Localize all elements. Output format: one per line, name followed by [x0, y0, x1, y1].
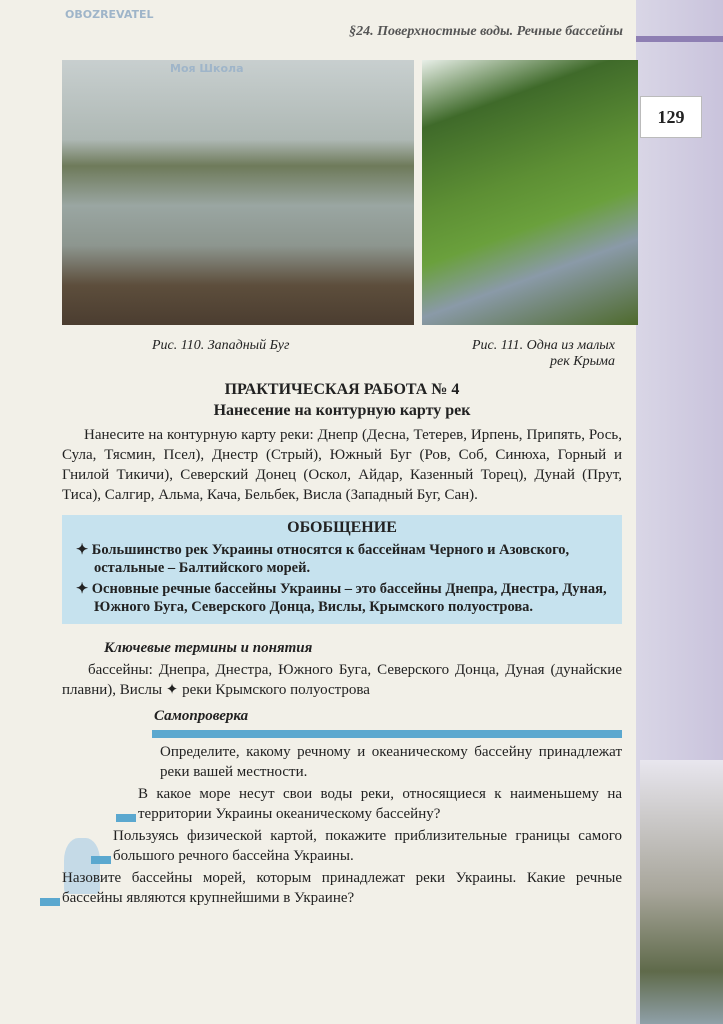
summary-box [62, 515, 622, 624]
practical-subtitle: Нанесение на контурную карту рек [213, 402, 471, 419]
summary-item: ✦ Основные речные бассейны Украины – это бассейны Днепра, Днестра, Дуная, Южного Буга, Северского Донца, Вислы, Крымского полуострова. [76, 581, 607, 615]
question-2: Пользуясь физической картой, покажите приблизительные границы самого большого речного бассейна Украины. [113, 828, 622, 864]
summary-item: ✦ Большинство рек Украины относятся к бассейнам Черного и Азовского, остальные – Балтийского морей. [76, 542, 570, 576]
practical-text: Нанесите на контурную карту реки: Днепр (Десна, Тетерев, Ирпень, Припять, Рось, Сула, Тясмин, Псел), Днестр (Стрый), Южный Буг (Ров, Соб, Синюха, Горный и Гнилой Тикичи), Северский Донец (Оскол, Айдар, Казенный Торец), Дунай (Прут, Тиса), Салгир, Альма, Кача, Бельбек, Висла (Западный Буг, Сан). [62, 427, 622, 503]
watermark: Моя Школа [170, 62, 244, 75]
header-bar [636, 36, 723, 42]
selfcheck-title: Самопроверка [154, 708, 249, 724]
practical-title: ПРАКТИЧЕСКАЯ РАБОТА № 4 [224, 381, 460, 398]
section-header: §24. Поверхностные воды. Речные бассейны [349, 24, 623, 39]
page-number: 129 [640, 96, 702, 138]
caption-line: рек Крыма [550, 354, 615, 369]
summary-item-text: Основные речные бассейны Украины – это бассейны Днепра, Днестра, Дуная, Южного Буга, Северского Донца, Вислы, Крымского полуострова. [91, 581, 607, 615]
terms-title: Ключевые термины и понятия [104, 640, 313, 656]
question-4: Определите, какому речному и океаническому бассейну принадлежат реки вашей местности. [160, 744, 622, 780]
watermark: OBOZREVATEL [65, 8, 154, 21]
figure-caption-111 [420, 338, 615, 370]
photo-crimean-river [422, 60, 638, 325]
question-1: Назовите бассейны морей, которым принадлежат реки Украины. Какие речные бассейны являются крупнейшими в Украине? [62, 870, 622, 906]
photo-western-bug [62, 60, 414, 325]
question-3: В какое море несут свои воды реки, относящиеся к наименьшему на территории Украины океаническому бассейну? [138, 786, 622, 822]
figure-caption-110: Рис. 110. Западный Буг [152, 338, 290, 353]
terms-text: бассейны: Днепра, Днестра, Южного Буга, Северского Донца, Дуная (дунайские плавни), Вислы ✦ реки Крымского полуострова [62, 662, 622, 698]
summary-item-text: Большинство рек Украины относятся к бассейнам Черного и Азовского, остальные – Балтийского морей. [91, 542, 570, 576]
decorative-photo [640, 760, 723, 1024]
main-column [62, 379, 622, 908]
caption-line: Рис. 111. Одна из малых [471, 338, 615, 353]
summary-title: ОБОБЩЕНИЕ [287, 519, 397, 536]
